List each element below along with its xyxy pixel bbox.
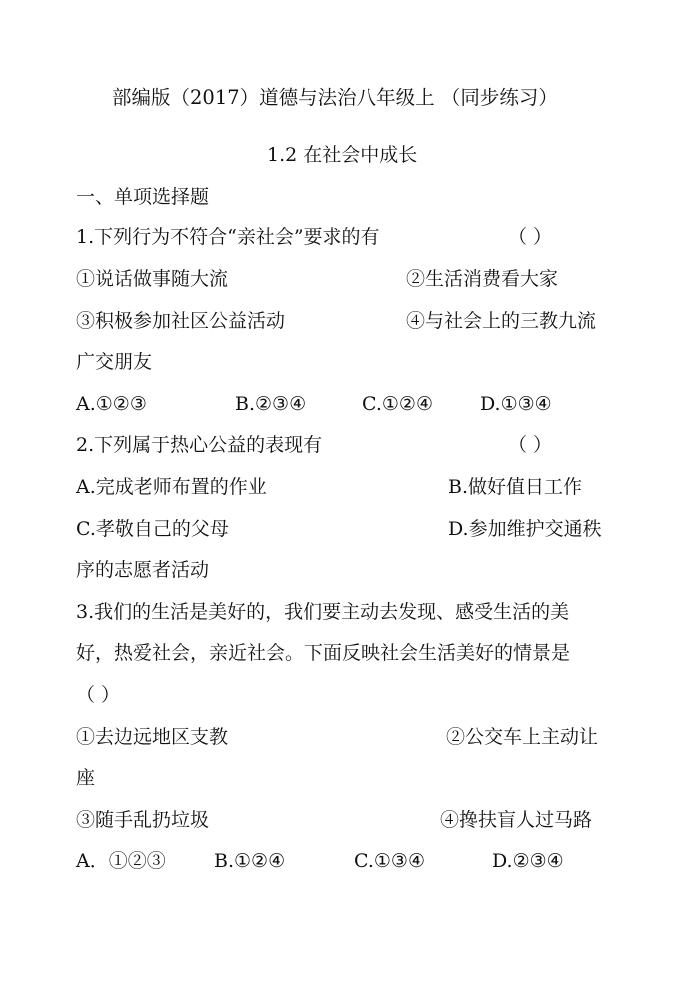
question-2-choice-b: B.做好值日工作 [448,476,583,498]
question-1-item-4: ④与社会上的三教九流 [406,310,597,332]
question-1-stem: 1.下列行为不符合“亲社会”要求的有 [76,226,380,248]
question-3-item-3: ③随手乱扔垃圾 [76,809,210,831]
question-1-choice-a: A.①②③ [76,393,147,415]
question-2-choice-d-cont: 序的志愿者活动 [76,559,210,581]
question-3-stem-line-1: 3.我们的生活是美好的，我们要主动去发现、感受生活的美 [76,601,570,623]
question-3-item-2: ②公交车上主动让 [446,726,599,748]
question-1-choice-c: C.①②④ [362,393,433,415]
question-2-choice-a: A.完成老师布置的作业 [76,476,267,498]
question-1-choice-b: B.②③④ [235,393,307,415]
question-1-answer-blank: （ ） [508,226,553,248]
question-3-stem-line-2: 好，热爱社会，亲近社会。下面反映社会生活美好的情景是 [76,642,571,664]
question-2-choice-c: C.孝敬自己的父母 [76,518,229,540]
question-3-answer-blank: （ ） [76,684,121,706]
section-heading: 一、单项选择题 [76,186,210,208]
question-3-choice-a: A．①②③ [76,850,166,872]
question-3-item-4: ④搀扶盲人过马路 [440,809,593,831]
lesson-subtitle: 1.2 在社会中成长 [267,144,418,166]
question-3-choice-c: C.①③④ [354,850,425,872]
question-1-item-1: ①说话做事随大流 [76,268,229,290]
question-3-item-1: ①去边远地区支教 [76,726,229,748]
question-1-choice-d: D.①③④ [480,393,552,415]
question-1-item-2: ②生活消费看大家 [406,268,559,290]
question-1-item-3: ③积极参加社区公益活动 [76,310,286,332]
question-3-choice-d: D.②③④ [492,850,564,872]
question-2-answer-blank: （ ） [508,434,553,456]
page-title: 部编版（2017）道德与法治八年级上 （同步练习） [112,86,558,109]
question-2-choice-d: D.参加维护交通秩 [448,518,602,540]
question-2-stem: 2.下列属于热心公益的表现有 [76,434,323,456]
question-1-item-4-cont: 广交朋友 [76,351,153,373]
question-3-choice-b: B.①②④ [214,850,286,872]
question-3-item-2-cont: 座 [76,767,96,789]
